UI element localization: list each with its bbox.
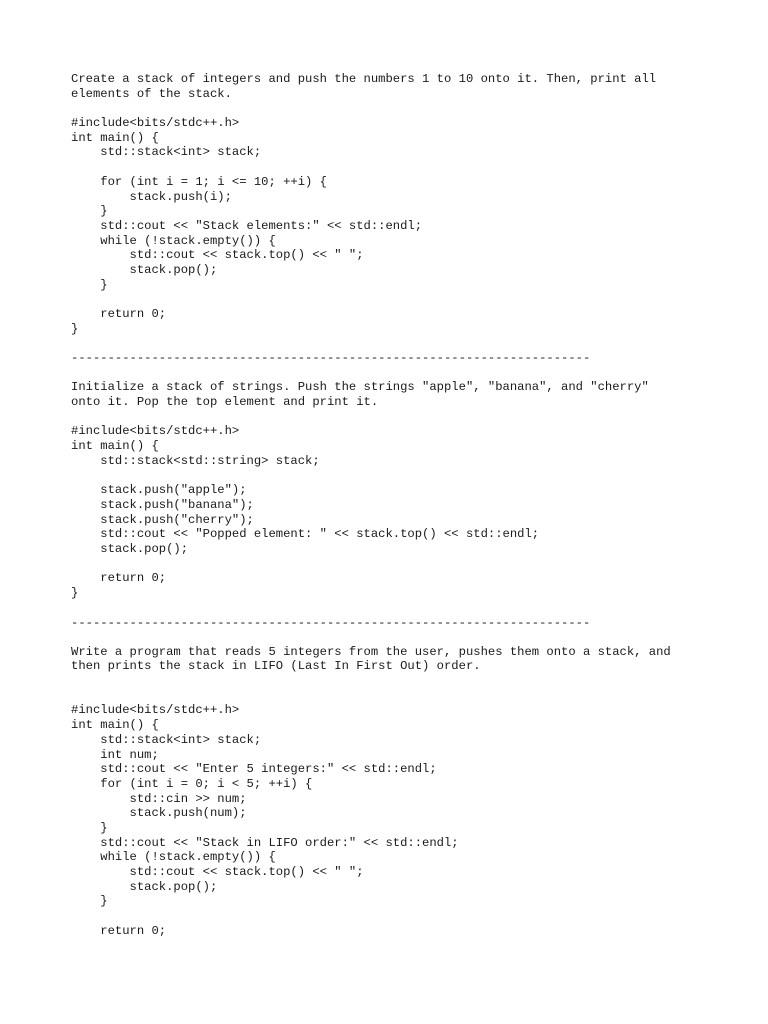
- code-line: int num;: [71, 747, 159, 762]
- code-line: int main() {: [71, 130, 159, 145]
- blank-line: [71, 101, 751, 116]
- exercise-prompt: [71, 72, 751, 101]
- separator-line: -----------------------------------------------------------------------: [71, 615, 591, 630]
- prompt-line: onto it. Pop the top element and print it.: [71, 395, 379, 410]
- code-line: return 0;: [71, 923, 167, 938]
- code-line: std::cin >> num;: [71, 791, 247, 806]
- prompt-line: Initialize a stack of strings. Push the strings "apple", "banana", and "cherry": [71, 380, 649, 395]
- prompt-line: Write a program that reads 5 integers from the user, pushes them onto a stack, and: [71, 644, 671, 659]
- code-line: for (int i = 0; i < 5; ++i) {: [71, 776, 313, 791]
- code-line: std::cout << stack.top() << " ";: [71, 248, 364, 263]
- code-line: stack.pop();: [71, 262, 218, 277]
- code-line: #include<bits/stdc++.h>: [71, 703, 240, 718]
- code-line: stack.push("apple");: [71, 483, 247, 498]
- code-line: }: [71, 894, 108, 909]
- code-line: std::stack<int> stack;: [71, 145, 262, 160]
- code-line: stack.push(i);: [71, 189, 232, 204]
- code-line: [71, 469, 751, 484]
- code-line: std::cout << "Stack in LIFO order:" << std::endl;: [71, 835, 459, 850]
- code-line: stack.push("cherry");: [71, 512, 254, 527]
- code-line: return 0;: [71, 307, 167, 321]
- code-line: }: [71, 820, 108, 835]
- code-line: int main() {: [71, 718, 159, 733]
- code-line: std::stack<int> stack;: [71, 732, 262, 747]
- code-line: std::cout << "Enter 5 integers:" << std::endl;: [71, 762, 437, 777]
- code-line: #include<bits/stdc++.h>: [71, 424, 240, 439]
- code-line: int main() {: [71, 439, 159, 454]
- code-block: [71, 116, 751, 336]
- code-line: stack.pop();: [71, 541, 189, 556]
- exercise-prompt: [71, 645, 751, 674]
- code-line: [71, 292, 751, 307]
- section-separator: [71, 336, 751, 380]
- code-line: stack.push(num);: [71, 806, 247, 821]
- code-line: stack.push("banana");: [71, 497, 254, 512]
- code-line: while (!stack.empty()) {: [71, 233, 276, 248]
- code-line: return 0;: [71, 571, 167, 586]
- code-block: [71, 703, 751, 938]
- code-block: [71, 424, 751, 600]
- blank-line: [71, 410, 751, 425]
- code-line: stack.pop();: [71, 879, 218, 894]
- code-line: }: [71, 204, 108, 219]
- prompt-line: then prints the stack in LIFO (Last In First Out) order.: [71, 659, 481, 674]
- code-line: [71, 557, 751, 572]
- blank-line: [71, 674, 751, 689]
- code-line: }: [71, 321, 79, 336]
- prompt-line: elements of the stack.: [71, 86, 232, 101]
- exercise-section: [71, 72, 751, 336]
- section-separator: [71, 601, 751, 645]
- code-line: std::cout << "Stack elements:" << std::endl;: [71, 218, 423, 233]
- separator-line: -----------------------------------------------------------------------: [71, 351, 591, 366]
- code-line: std::cout << "Popped element: " << stack.top() << std::endl;: [71, 527, 540, 542]
- code-line: }: [71, 277, 108, 292]
- code-line: for (int i = 1; i <= 10; ++i) {: [71, 174, 327, 189]
- code-line: [71, 160, 751, 175]
- code-line: [71, 909, 751, 924]
- code-line: std::stack<std::string> stack;: [71, 453, 320, 468]
- code-line: std::cout << stack.top() << " ";: [71, 865, 364, 879]
- exercise-prompt: [71, 380, 751, 409]
- code-line: while (!stack.empty()) {: [71, 850, 276, 865]
- exercise-section: [71, 645, 751, 939]
- prompt-line: Create a stack of integers and push the numbers 1 to 10 onto it. Then, print all: [71, 72, 657, 86]
- code-line: }: [71, 586, 79, 600]
- document-page: [71, 72, 751, 938]
- exercise-section: [71, 380, 751, 600]
- blank-line: [71, 689, 751, 704]
- code-line: #include<bits/stdc++.h>: [71, 116, 240, 131]
